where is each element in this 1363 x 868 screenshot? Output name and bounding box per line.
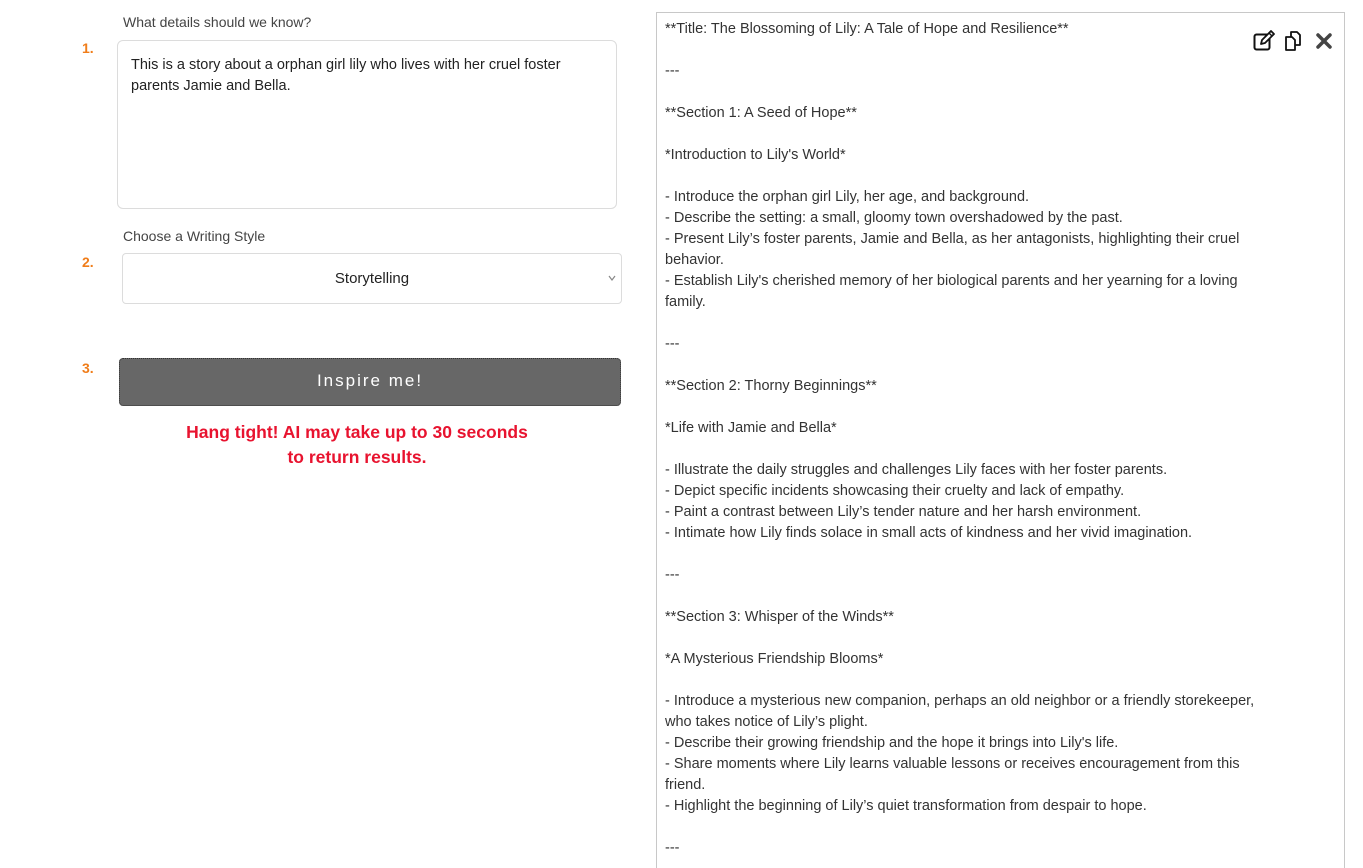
output-line: - Describe the setting: a small, gloomy town overshadowed by the past. — [665, 210, 1123, 226]
writing-style-select[interactable] — [122, 253, 622, 304]
output-line: *Life with Jamie and Bella* — [665, 420, 837, 436]
close-icon[interactable] — [1312, 29, 1336, 53]
output-line: --- — [665, 63, 680, 79]
details-input[interactable] — [117, 40, 617, 209]
output-line — [665, 397, 1255, 418]
output-line — [665, 313, 1255, 334]
output-line: **Title: The Blossoming of Lily: A Tale of Hope and Resilience** — [665, 21, 1069, 37]
output-line: - Introduce the orphan girl Lily, her age, and background. — [665, 189, 1030, 205]
step-number-3: 3. — [82, 360, 94, 376]
details-label: What details should we know? — [123, 14, 312, 30]
output-line: *A Mysterious Friendship Blooms* — [665, 651, 884, 667]
output-text — [665, 19, 1259, 859]
wait-message-line-1: Hang tight! AI may take up to 30 seconds — [186, 422, 528, 442]
output-line: - Share moments where Lily learns valuable lessons or receives encouragement from this friend. — [665, 756, 1244, 793]
output-panel[interactable] — [656, 12, 1345, 868]
output-line: **Section 2: Thorny Beginnings** — [665, 378, 877, 394]
output-line: --- — [665, 336, 680, 352]
output-line — [665, 355, 1255, 376]
output-line: **Section 1: A Seed of Hope** — [665, 105, 857, 121]
output-line: - Intimate how Lily finds solace in small acts of kindness and her vivid imagination. — [665, 525, 1193, 541]
output-line — [665, 628, 1255, 649]
output-line: - Introduce a mysterious new companion, perhaps an old neighbor or a friendly storekeeper, who takes notice of Lily’s plight. — [665, 693, 1259, 730]
output-line: - Describe their growing friendship and the hope it brings into Lily's life. — [665, 735, 1119, 751]
output-line: - Present Lily’s foster parents, Jamie and Bella, as her antagonists, highlighting their cruel behavior. — [665, 231, 1244, 268]
output-line — [665, 586, 1255, 607]
style-label: Choose a Writing Style — [123, 228, 266, 244]
chevron-down-icon — [607, 271, 617, 285]
inspire-button[interactable]: Inspire me! — [119, 358, 621, 406]
output-line — [665, 544, 1255, 565]
output-line: - Paint a contrast between Lily’s tender nature and her harsh environment. — [665, 504, 1142, 520]
output-line: - Highlight the beginning of Lily’s quiet transformation from despair to hope. — [665, 798, 1147, 814]
output-line — [665, 166, 1255, 187]
wait-message-line-2: to return results. — [287, 447, 427, 467]
output-line: --- — [665, 840, 680, 856]
output-line — [665, 817, 1255, 838]
wait-message — [157, 420, 557, 470]
output-line — [665, 439, 1255, 460]
output-line: - Depict specific incidents showcasing their cruelty and lack of empathy. — [665, 483, 1125, 499]
output-line: --- — [665, 567, 680, 583]
writing-style-selected: Storytelling — [334, 270, 410, 287]
edit-icon[interactable] — [1252, 29, 1276, 53]
output-line: - Illustrate the daily struggles and challenges Lily faces with her foster parents. — [665, 462, 1168, 478]
output-line: - Establish Lily's cherished memory of her biological parents and her yearning for a loving family. — [665, 273, 1242, 310]
output-line — [665, 124, 1255, 145]
copy-icon[interactable] — [1282, 29, 1306, 53]
output-line: *Introduction to Lily's World* — [665, 147, 846, 163]
output-line: **Section 3: Whisper of the Winds** — [665, 609, 894, 625]
step-number-1: 1. — [82, 40, 94, 56]
step-number-2: 2. — [82, 254, 94, 270]
output-line — [665, 670, 1255, 691]
output-line — [665, 40, 1255, 61]
output-toolbar — [1252, 29, 1336, 53]
output-line — [665, 82, 1255, 103]
